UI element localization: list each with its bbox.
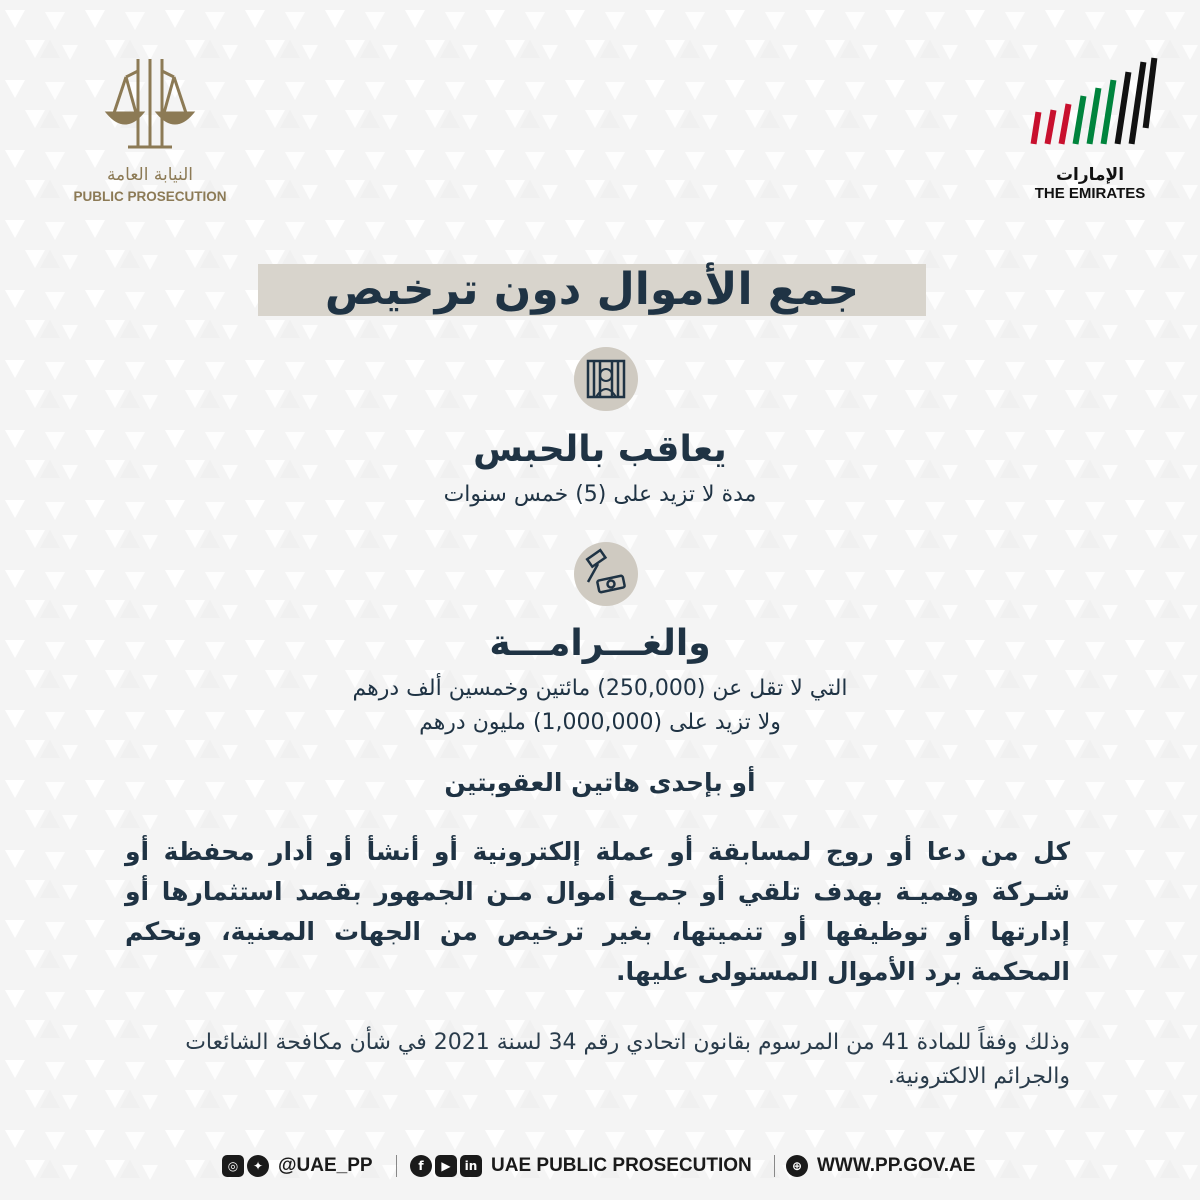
twitter-icon[interactable]: ✦ <box>247 1155 269 1177</box>
either-penalty-text: أو بإحدى هاتين العقوبتين <box>444 768 756 797</box>
emirates-name-arabic: الإمارات <box>1055 165 1125 185</box>
emirates-flag-stripes-icon <box>1020 55 1160 155</box>
gavel-icon <box>574 542 638 606</box>
fine-max-line: ولا تزيد على (1,000,000) مليون درهم <box>419 710 781 735</box>
offense-description: كل من دعا أو روج لمسابقة أو عملة إلكترونية أو أنشأ أو أدار محفظة أو شـركة وهميـة بهدف تلقي أو جمـع أموال مـن الجمهور بقصد استثمارها أو إدارتها أو توظيفها أو تنميتها، بغير ترخيص من الجهات المعنية، وتحكم المحكمة برد الأموال المستولى عليها. <box>125 837 1070 986</box>
footer-social-name[interactable] <box>410 1148 752 1184</box>
the-emirates-logo <box>1020 55 1160 220</box>
emirates-name-english: THE EMIRATES <box>1034 185 1146 202</box>
footer-website-text: WWW.PP.GOV.AE <box>817 1155 976 1176</box>
footer-website[interactable] <box>786 1148 975 1184</box>
law-reference: وذلك وفقاً للمادة 41 من المرسوم بقانون اتحادي رقم 34 لسنة 2021 في شأن مكافحة الشائعات والجرائم الالكترونية. <box>185 1030 1070 1089</box>
youtube-icon[interactable]: ▶ <box>435 1155 457 1177</box>
facebook-icon[interactable]: f <box>410 1155 432 1177</box>
fine-min-line: التي لا تقل عن (250,000) مائتين وخمسين ألف درهم <box>352 676 848 701</box>
footer-name-text: UAE PUBLIC PROSECUTION <box>491 1155 752 1176</box>
footer-separator <box>386 1148 407 1184</box>
jail-icon <box>574 347 638 411</box>
scales-of-justice-icon <box>100 55 200 155</box>
footer <box>0 1148 1200 1184</box>
prison-heading: يعاقب بالحبس <box>473 429 727 470</box>
footer-separator <box>764 1148 785 1184</box>
public-prosecution-logo <box>40 55 260 220</box>
globe-icon[interactable]: ⊕ <box>786 1155 808 1177</box>
linkedin-icon[interactable]: in <box>460 1155 482 1177</box>
fine-detail <box>100 672 1100 740</box>
fine-heading: والغـــرامـــة <box>489 623 711 664</box>
pp-name-arabic: النيابة العامة <box>106 165 194 185</box>
pp-name-english: PUBLIC PROSECUTION <box>73 189 227 204</box>
instagram-icon[interactable]: ◎ <box>222 1155 244 1177</box>
prison-detail: مدة لا تزيد على (5) خمس سنوات <box>443 482 757 507</box>
page-title: جمع الأموال دون ترخيص <box>258 264 926 316</box>
footer-social-handle[interactable] <box>222 1148 373 1184</box>
footer-handle-text: @UAE_PP <box>278 1155 373 1176</box>
